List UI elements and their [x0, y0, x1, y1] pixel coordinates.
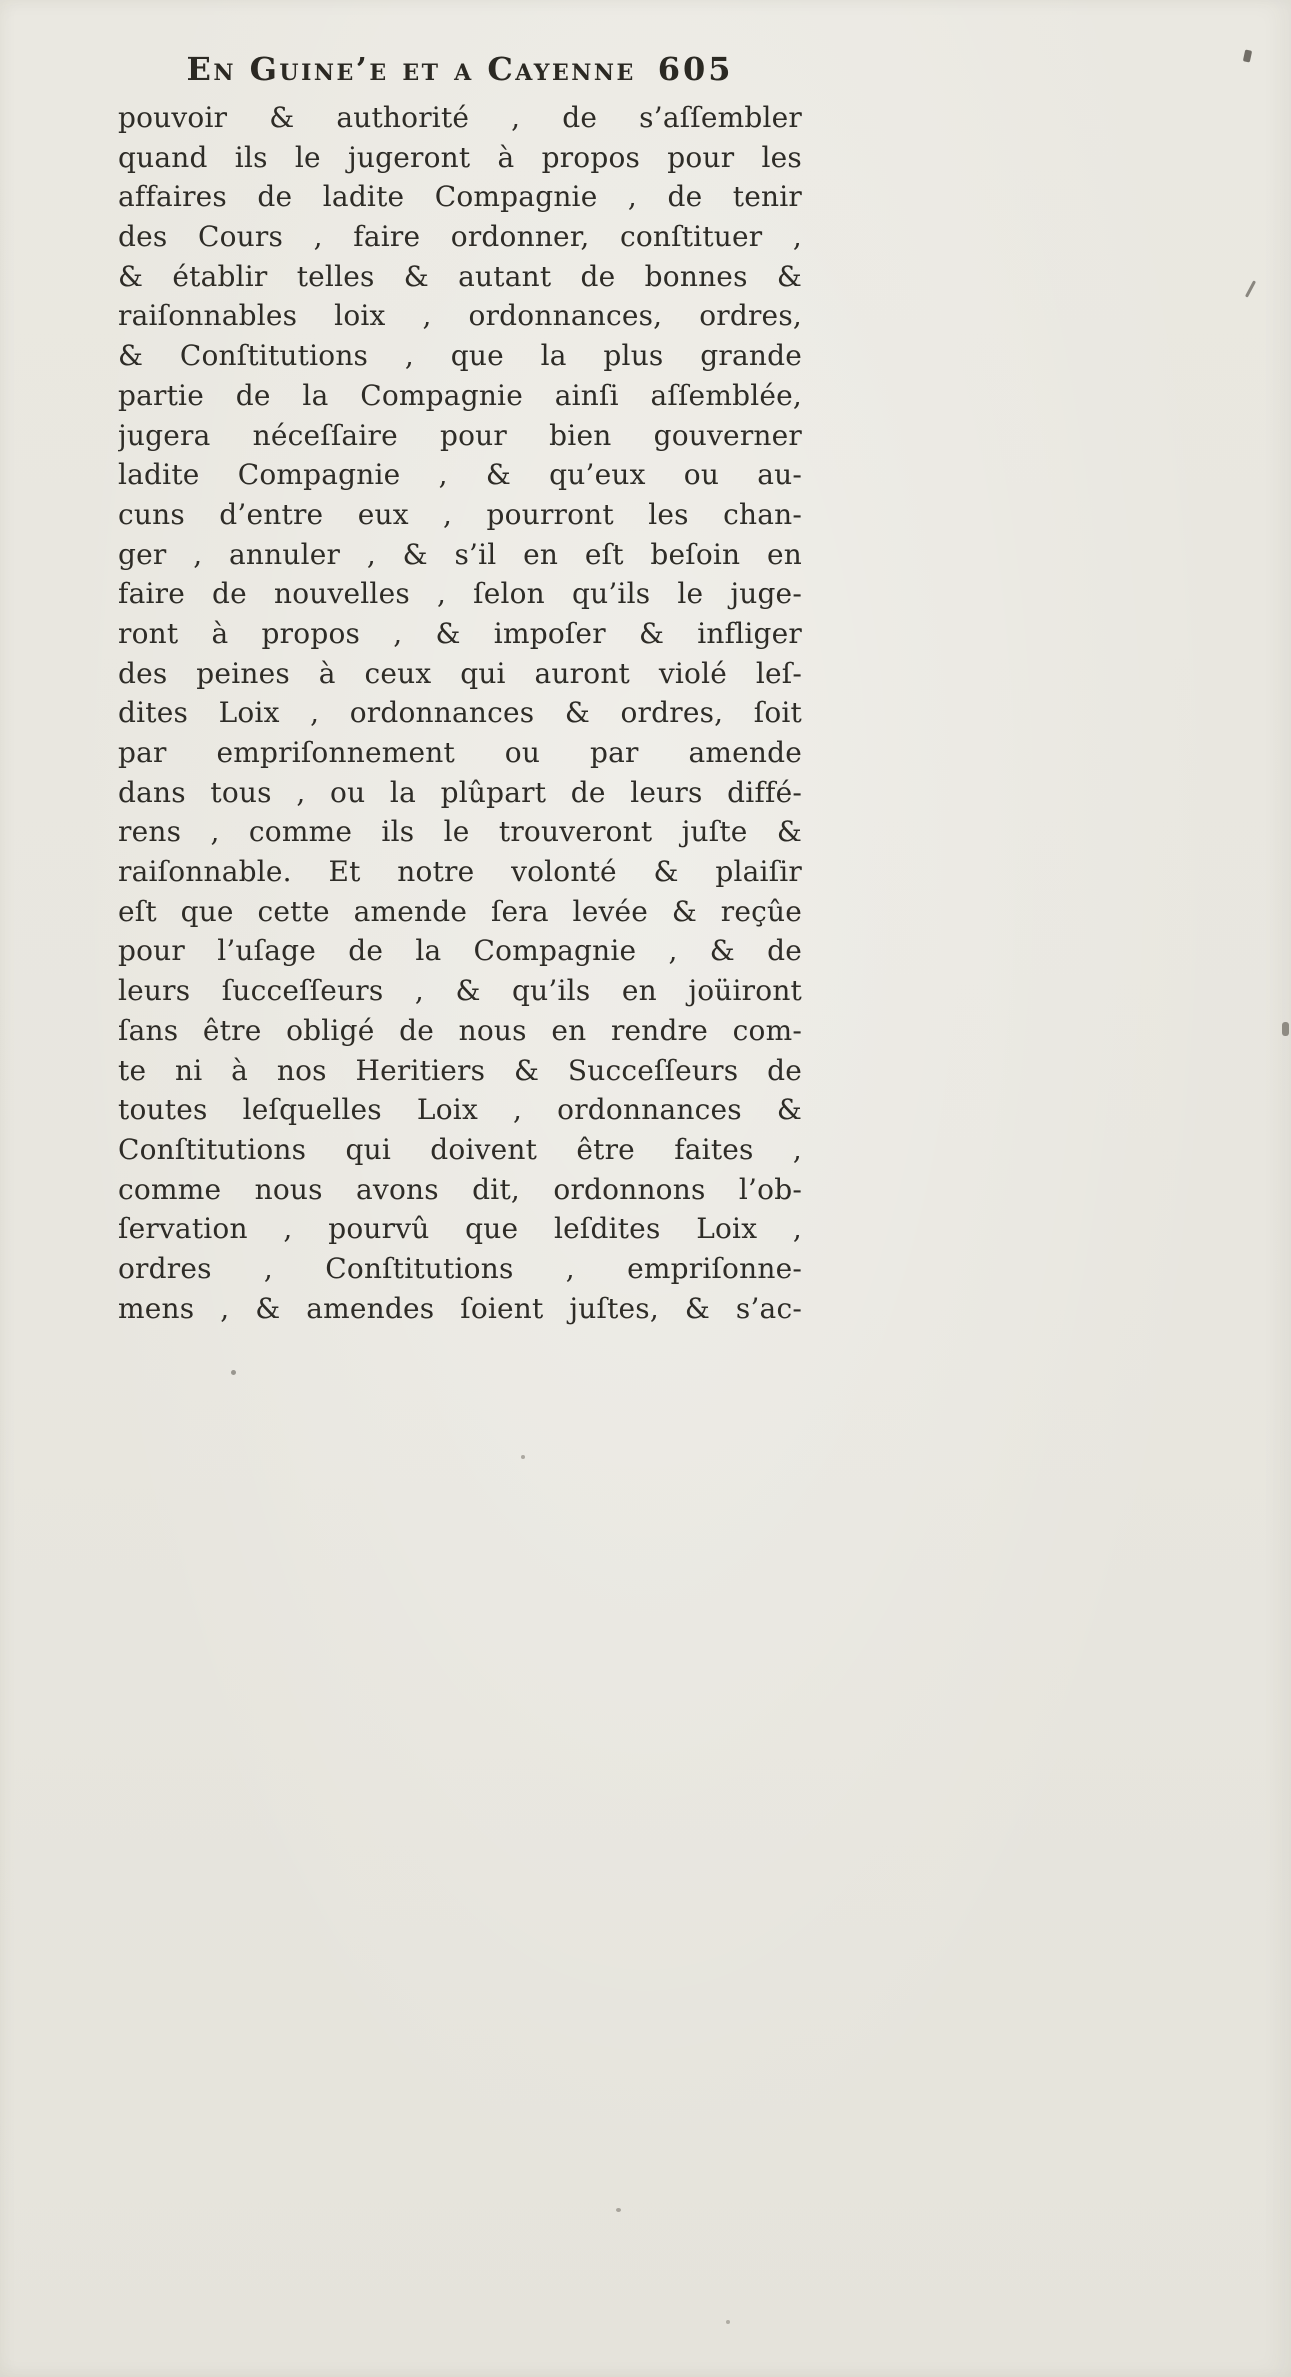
text-line: toutes leſquelles Loix , ordonnances &	[118, 1093, 802, 1127]
text-line: ſans être obligé de nous en rendre com-	[118, 1013, 802, 1047]
text-line: ront à propos , & impoſer & infliger	[118, 616, 802, 650]
text-line: & Conſtitutions , que la plus grande	[118, 339, 802, 373]
text-line: des peines à ceux qui auront violé leſ-	[118, 656, 802, 690]
text-line: ſervation , pourvû que leſdites Loix ,	[118, 1212, 802, 1246]
text-line: pouvoir & authorité , de s’aſſembler	[118, 101, 802, 134]
text-line: & établir telles & autant de bonnes &	[118, 259, 802, 293]
text-line: faire de nouvelles , ſelon qu’ils le juge-	[118, 577, 802, 611]
text-line: leurs ſucceſſeurs , & qu’ils en joüiront	[118, 974, 802, 1008]
ink-speck	[616, 2208, 621, 2212]
text-line: ladite Compagnie , & qu’eux ou au-	[118, 458, 802, 492]
ink-speck	[726, 2320, 730, 2324]
ink-speck	[1245, 280, 1256, 297]
text-line: comme nous avons dit, ordonnons l’ob-	[118, 1172, 802, 1206]
ink-speck	[231, 1370, 236, 1375]
ink-speck	[1282, 1022, 1289, 1036]
text-line: dites Loix , ordonnances & ordres, ſoit	[118, 696, 802, 730]
running-header-title: En Guine’e et a Cayenne	[186, 50, 636, 88]
text-column	[118, 50, 802, 1328]
page-number: 605	[657, 50, 734, 88]
text-line: pour l’uſage de la Compagnie , & de	[118, 934, 802, 968]
text-line: raiſonnables loix , ordonnances, ordres,	[118, 299, 802, 333]
text-line: ger , annuler , & s’il en eſt beſoin en	[118, 537, 802, 571]
text-line: ordres , Conſtitutions , empriſonne-	[118, 1251, 802, 1285]
running-header	[118, 50, 802, 90]
text-line: des Cours , faire ordonner, conſtituer ,	[118, 220, 802, 254]
text-line: jugera néceſſaire pour bien gouverner	[118, 418, 802, 452]
ink-speck	[521, 1455, 525, 1459]
text-line: par empriſonnement ou par amende	[118, 736, 802, 769]
text-line: raiſonnable. Et notre volonté & plaiſir	[118, 855, 802, 889]
ink-speck	[1243, 49, 1252, 62]
text-line: eſt que cette amende ſera levée & reçûe	[118, 894, 802, 928]
text-line: affaires de ladite Compagnie , de tenir	[118, 180, 802, 214]
text-line: te ni à nos Heritiers & Succeſſeurs de	[118, 1053, 802, 1087]
text-line: mens , & amendes ſoient juſtes, & s’ac-	[118, 1291, 802, 1325]
text-line: rens , comme ils le trouveront juſte &	[118, 815, 802, 849]
text-line: dans tous , ou la plûpart de leurs diffé-	[118, 775, 802, 809]
page-body	[118, 98, 802, 1328]
text-line: Conſtitutions qui doivent être faites ,	[118, 1132, 802, 1166]
text-line: partie de la Compagnie ainſi aſſemblée,	[118, 378, 802, 412]
text-line: quand ils le jugeront à propos pour les	[118, 140, 802, 174]
text-line: cuns d’entre eux , pourront les chan-	[118, 497, 802, 531]
